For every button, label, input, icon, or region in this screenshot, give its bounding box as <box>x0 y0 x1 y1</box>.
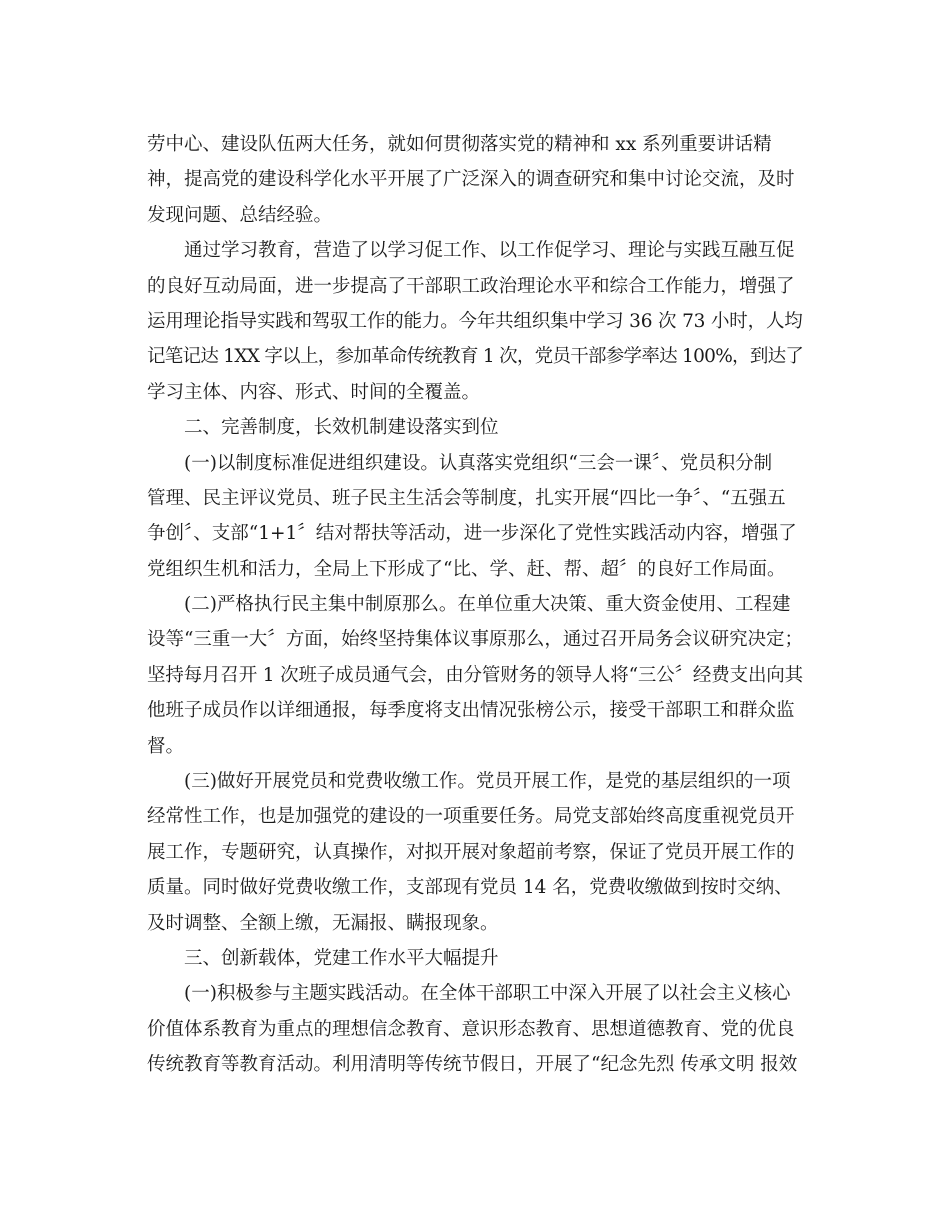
paragraph-first-line: (一)以制度标准促进组织建设。认真落实党组织“三会一课〞、党员积分制 <box>184 452 773 474</box>
text-line: 党组织生机和活力，全局上下形成了“比、学、赶、帮、超〞的良好工作局面。 <box>147 558 786 580</box>
text-line: 督。 <box>147 735 185 757</box>
body-text <box>147 127 803 1083</box>
text-line: 学习主体、内容、形式、时间的全覆盖。 <box>147 381 481 403</box>
paragraph-first-line: (一)积极参与主题实践活动。在全体干部职工中深入开展了以社会主义核心 <box>184 983 791 1005</box>
text-line: 经常性工作，也是加强党的建设的一项重要任务。局党支部始终高度重视党员开 <box>147 806 795 828</box>
paragraph-first-line: (三)做好开展党员和党费收缴工作。党员开展工作，是党的基层组织的一项 <box>184 771 791 793</box>
text-line: 发现问题、总结经验。 <box>147 204 333 226</box>
paragraph-first-line: (二)严格执行民主集中制原那么。在单位重大决策、重大资金使用、工程建 <box>184 594 791 616</box>
text-line: 运用理论指导实践和驾驭工作的能力。今年共组织集中学习 36 次 73 小时，人均 <box>147 310 803 332</box>
text-line: 记笔记达 1XX 字以上，参加革命传统教育 1 次，党员干部参学率达 100%，到达了 <box>147 346 804 368</box>
text-line: 展工作，专题研究，认真操作，对拟开展对象超前考察，保证了党员开展工作的 <box>147 841 795 863</box>
text-line: 及时调整、全额上缴，无漏报、瞒报现象。 <box>147 912 499 934</box>
text-line: 价值体系教育为重点的理想信念教育、意识形态教育、思想道德教育、党的优良 <box>147 1018 795 1040</box>
text-line: 他班子成员作以详细通报，每季度将支出情况张榜公示，接受干部职工和群众监 <box>147 700 795 722</box>
text-line: 神，提高党的建设科学化水平开展了广泛深入的调查研究和集中讨论交流，及时 <box>147 169 795 191</box>
section-heading: 三、创新载体，党建工作水平大幅提升 <box>184 947 499 969</box>
text-line: 坚持每月召开 1 次班子成员通气会，由分管财务的领导人将“三公〞经费支出向其 <box>147 664 803 686</box>
text-line: 传统教育等教育活动。利用清明等传统节假日，开展了“纪念先烈 传承文明 报效 <box>147 1054 798 1076</box>
text-line: 设等“三重一大〞方面，始终坚持集体议事原那么，通过召开局务会议研究决定； <box>147 629 803 651</box>
text-line: 质量。同时做好党费收缴工作，支部现有党员 14 名，党费收缴做到按时交纳、 <box>147 877 793 899</box>
text-line: 争创〞、支部“1+1〞结对帮扶等活动，进一步深化了党性实践活动内容，增强了 <box>147 523 797 545</box>
section-heading: 二、完善制度，长效机制建设落实到位 <box>184 417 499 439</box>
text-line: 管理、民主评议党员、班子民主生活会等制度，扎实开展“四比一争〞、“五强五 <box>147 487 786 509</box>
paragraph-first-line: 通过学习教育，营造了以学习促工作、以工作促学习、理论与实践互融互促 <box>184 240 795 262</box>
text-line: 劳中心、建设队伍两大任务，就如何贯彻落实党的精神和 xx 系列重要讲话精 <box>147 134 772 155</box>
text-line: 的良好互动局面，进一步提高了干部职工政治理论水平和综合工作能力，增强了 <box>147 275 795 297</box>
